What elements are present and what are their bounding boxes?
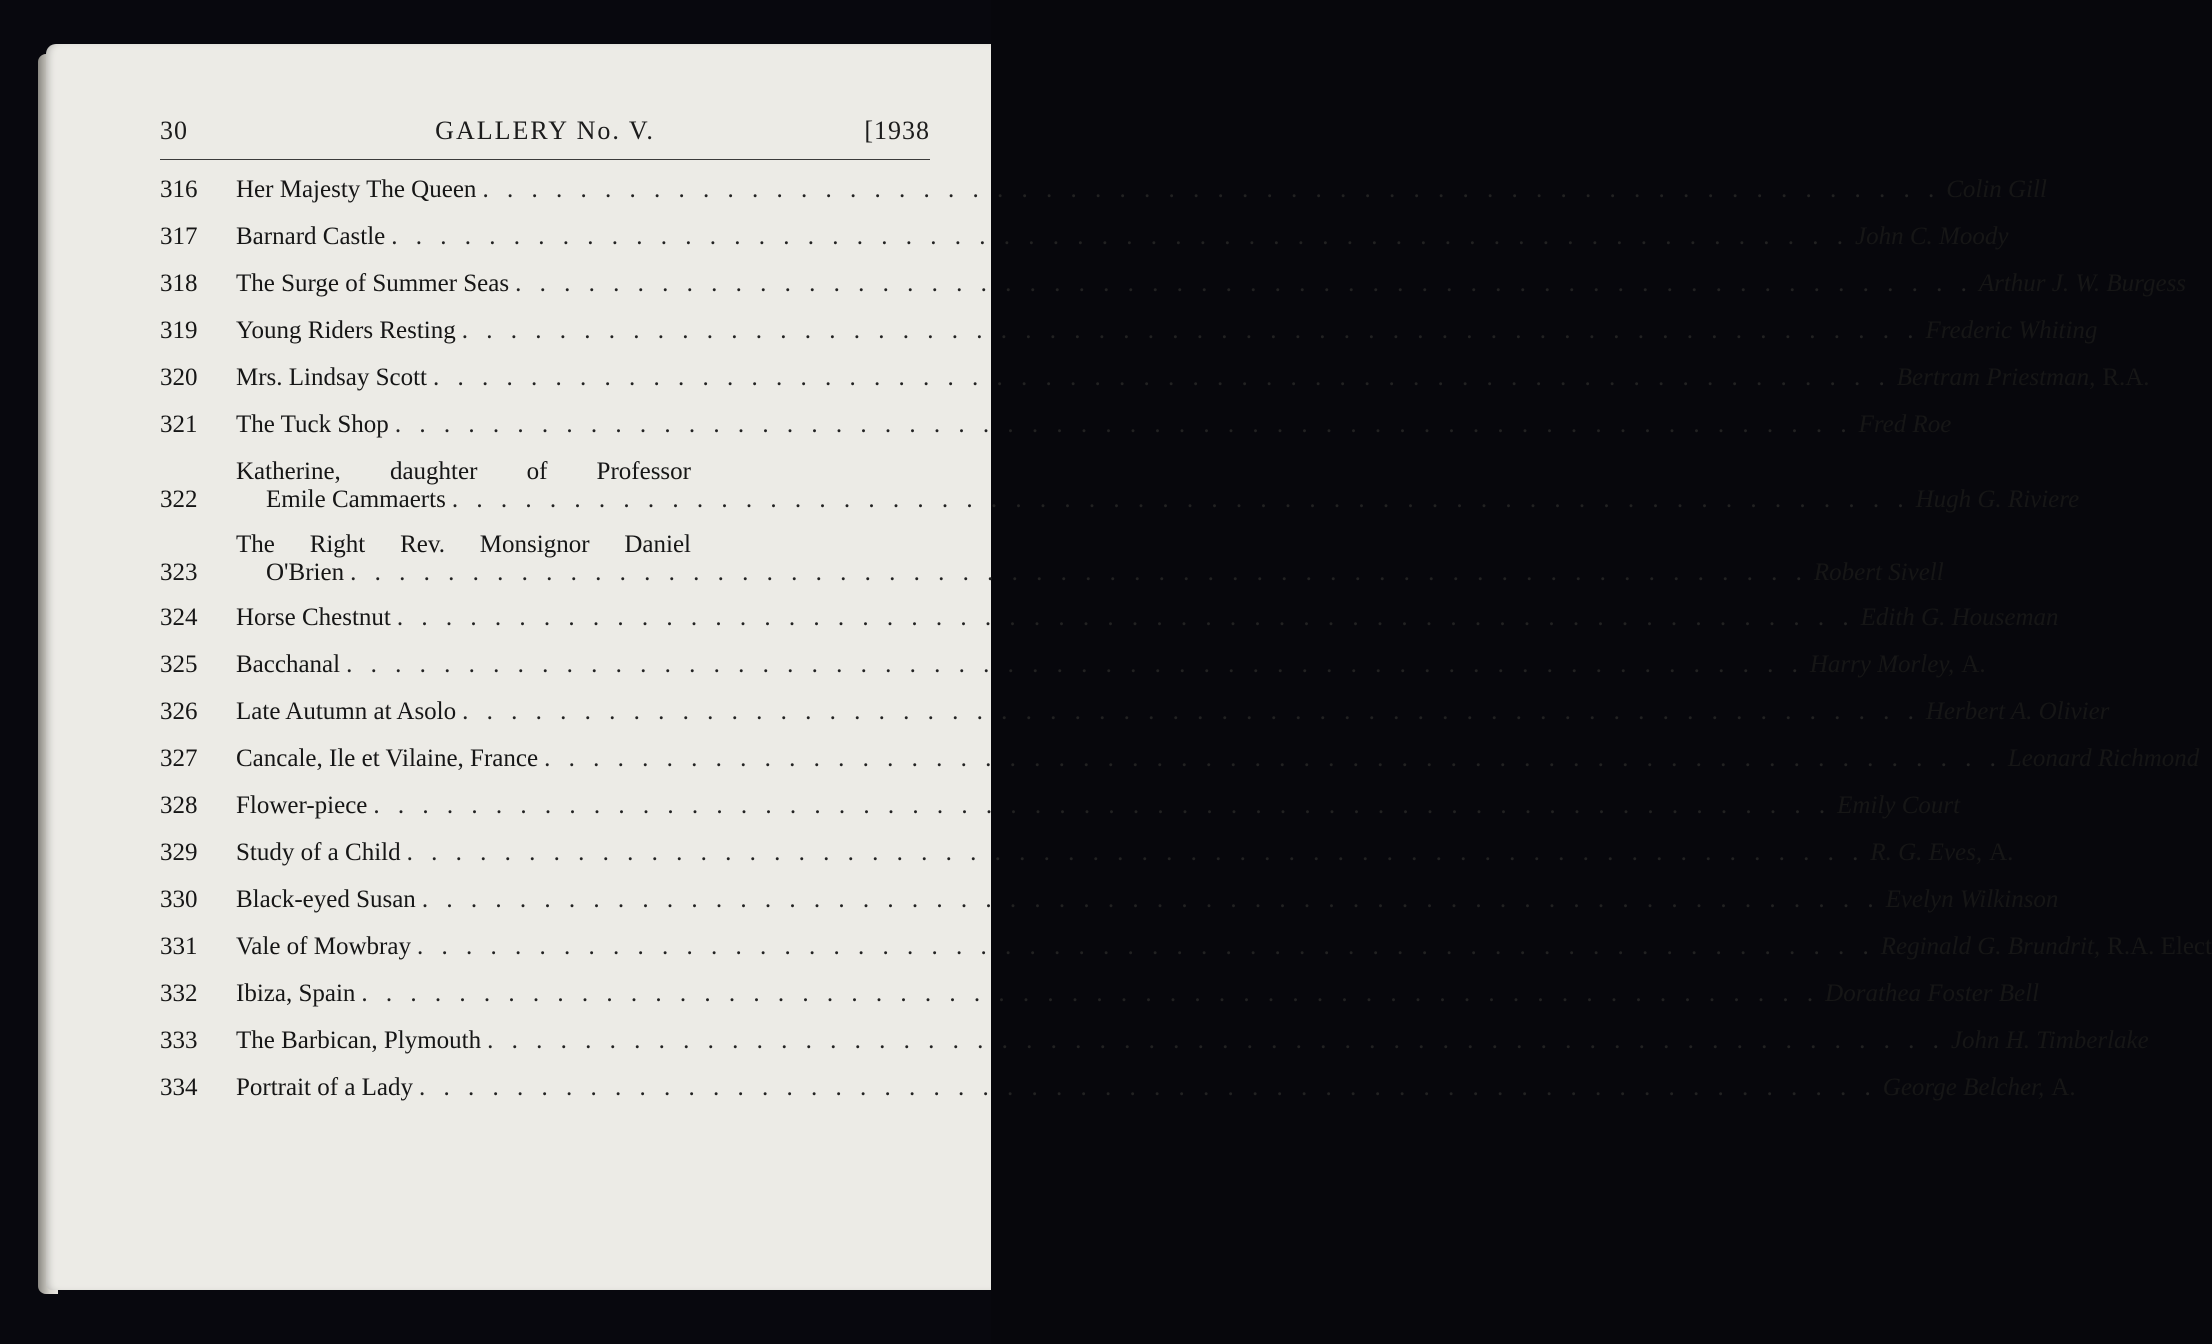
exhibit-title: Horse Chestnut	[236, 604, 391, 631]
exhibit-title: Late Autumn at Asolo	[236, 698, 457, 725]
exhibit-entry	[160, 458, 2080, 514]
exhibit-title: Vale of Mowbray	[236, 933, 411, 960]
exhibit-number: 320	[160, 364, 198, 391]
dot-leader: . . . . . . . . . . . . . . . . . . . . . . . . . . . . . . . . . . . . . . . . . . . . . . . . . . . . . . . . . . . .	[432, 364, 1891, 391]
gallery-title: GALLERY No. V.	[435, 116, 655, 145]
exhibit-number: 332	[160, 980, 198, 1007]
exhibit-entry	[160, 792, 1961, 820]
dot-leader: . . . . . . . . . . . . . . . . . . . . . . . . . . . . . . . . . . . . . . . . . . . . . . . . . . . . . . . . . . . .	[482, 176, 1941, 203]
exhibit-entry	[160, 604, 2059, 632]
artist-name: John H. Timberlake	[1950, 1027, 2149, 1054]
artist-distinction: A.	[1989, 839, 2014, 866]
exhibit-number: 329	[160, 839, 198, 866]
dot-leader: . . . . . . . . . . . . . . . . . . . . . . . . . . . . . . . . . . . . . . . . . . . . . . . . . . . . . . . . . . . .	[421, 886, 1880, 913]
dot-leader: . . . . . . . . . . . . . . . . . . . . . . . . . . . . . . . . . . . . . . . . . . . . . . . . . . . . . . . . . . . .	[419, 1074, 1877, 1101]
exhibit-entry	[160, 980, 2040, 1008]
exhibit-number: 326	[160, 698, 198, 725]
artist-name: Edith G. Houseman	[1860, 604, 2059, 631]
artist-name: George Belcher,	[1882, 1074, 2045, 1101]
dot-leader: . . . . . . . . . . . . . . . . . . . . . . . . . . . . . . . . . . . . . . . . . . . . . . . . . . . . . . . . . . . .	[462, 698, 1920, 725]
artist-name: Leonard Richmond	[2007, 745, 2200, 772]
exhibit-number: 322	[160, 486, 198, 513]
dot-leader: . . . . . . . . . . . . . . . . . . . . . . . . . . . . . . . . . . . . . . . . . . . . . . . . . . . . . . . . . . . .	[394, 411, 1853, 438]
dot-leader: . . . . . . . . . . . . . . . . . . . . . . . . . . . . . . . . . . . . . . . . . . . . . . . . . . . . . . . . . . . .	[461, 317, 1920, 344]
exhibit-number: 325	[160, 651, 198, 678]
artist-distinction: R.A.	[2102, 364, 2150, 391]
exhibit-entry	[160, 839, 2014, 867]
exhibit-entry	[160, 317, 2098, 345]
dot-leader: . . . . . . . . . . . . . . . . . . . . . . . . . . . . . . . . . . . . . . . . . . . . . . . . . . . . . . . . . . . .	[406, 839, 1865, 866]
dot-leader: . . . . . . . . . . . . . . . . . . . . . . . . . . . . . . . . . . . . . . . . . . . . . . . . . . . . . . . . . . . .	[515, 270, 1973, 297]
exhibit-title-line1: The Right Rev. Monsignor Daniel	[236, 531, 691, 558]
exhibit-entry	[160, 531, 1944, 587]
exhibit-title-line2: O'Brien	[266, 559, 345, 586]
dot-leader: . . . . . . . . . . . . . . . . . . . . . . . . . . . . . . . . . . . . . . . . . . . . . . . . . . . . . . . . . . . .	[487, 1027, 1945, 1054]
exhibit-entry	[160, 411, 1952, 439]
dot-leader: . . . . . . . . . . . . . . . . . . . . . . . . . . . . . . . . . . . . . . . . . . . . . . . . . . . . . . . . . . . .	[396, 604, 1855, 631]
artist-name: Frederic Whiting	[1925, 317, 2098, 344]
exhibit-title: The Barbican, Plymouth	[236, 1027, 482, 1054]
artist-distinction: R.A. Elect	[2107, 933, 2212, 960]
dot-leader: . . . . . . . . . . . . . . . . . . . . . . . . . . . . . . . . . . . . . . . . . . . . . . . . . . . . . . . . . . . .	[361, 980, 1820, 1007]
dot-leader: . . . . . . . . . . . . . . . . . . . . . . . . . . . . . . . . . . . . . . . . . . . . . . . . . . . . . . . . . . . .	[451, 486, 1910, 513]
exhibit-entry	[160, 176, 2047, 204]
exhibit-entry	[160, 886, 2059, 914]
exhibit-title: Ibiza, Spain	[236, 980, 356, 1007]
page-number: 30	[160, 116, 188, 145]
exhibit-title: Young Riders Resting	[236, 317, 456, 344]
artist-name: R. G. Eves,	[1870, 839, 1983, 866]
exhibit-title: Flower-piece	[236, 792, 368, 819]
exhibit-entry	[160, 223, 2009, 251]
artist-name: Colin Gill	[1946, 176, 2047, 203]
artist-distinction: A.	[1961, 651, 1986, 678]
artist-name: Robert Sivell	[1813, 559, 1944, 586]
exhibit-title: The Tuck Shop	[236, 411, 389, 438]
exhibit-title-line1: Katherine, daughter of Professor	[236, 458, 691, 485]
exhibit-number: 333	[160, 1027, 198, 1054]
exhibit-title: Bacchanal	[236, 651, 341, 678]
exhibit-entry	[160, 1027, 2149, 1055]
artist-name: Hugh G. Riviere	[1915, 486, 2080, 513]
exhibit-number: 327	[160, 745, 198, 772]
exhibit-entry	[160, 1074, 2076, 1102]
dot-leader: . . . . . . . . . . . . . . . . . . . . . . . . . . . . . . . . . . . . . . . . . . . . . . . . . . . . . . . . . . . .	[350, 559, 1808, 586]
exhibit-entry	[160, 270, 2187, 298]
artist-distinction: A.	[2051, 1074, 2076, 1101]
exhibit-number: 334	[160, 1074, 198, 1101]
exhibit-number: 324	[160, 604, 198, 631]
header-rule	[160, 159, 930, 160]
exhibit-number: 318	[160, 270, 198, 297]
dot-leader: . . . . . . . . . . . . . . . . . . . . . . . . . . . . . . . . . . . . . . . . . . . . . . . . . . . . . . . . . . . .	[391, 223, 1850, 250]
exhibit-number: 323	[160, 559, 198, 586]
exhibit-title: Cancale, Ile et Vilaine, France	[236, 745, 539, 772]
artist-name: John C. Moody	[1855, 223, 2009, 250]
exhibit-title: Study of a Child	[236, 839, 401, 866]
artist-name: Herbert A. Olivier	[1925, 698, 2110, 725]
artist-name: Reginald G. Brundrit,	[1880, 933, 2101, 960]
exhibit-number: 330	[160, 886, 198, 913]
artist-name: Fred Roe	[1858, 411, 1952, 438]
exhibit-title: Black-eyed Susan	[236, 886, 416, 913]
exhibit-title-line2: Emile Cammaerts	[266, 486, 446, 513]
artist-name: Harry Morley,	[1809, 651, 1955, 678]
exhibit-entry	[160, 745, 2200, 773]
artist-name: Evelyn Wilkinson	[1885, 886, 2059, 913]
exhibit-number: 328	[160, 792, 198, 819]
exhibit-entry	[160, 364, 2150, 392]
dot-leader: . . . . . . . . . . . . . . . . . . . . . . . . . . . . . . . . . . . . . . . . . . . . . . . . . . . . . . . . . . . .	[373, 792, 1832, 819]
exhibit-title: Her Majesty The Queen	[236, 176, 477, 203]
exhibit-number: 321	[160, 411, 198, 438]
exhibit-entry	[160, 933, 2212, 961]
exhibit-number: 317	[160, 223, 198, 250]
exhibit-entry	[160, 698, 2110, 726]
exhibit-entry	[160, 651, 1986, 679]
artist-name: Arthur J. W. Burgess	[1978, 270, 2187, 297]
exhibit-list	[160, 176, 2212, 1121]
exhibit-number: 316	[160, 176, 198, 203]
catalogue-year: [1938	[864, 116, 930, 145]
artist-name: Emily Court	[1837, 792, 1961, 819]
artist-name: Bertram Priestman,	[1896, 364, 2096, 391]
exhibit-title: Barnard Castle	[236, 223, 386, 250]
running-header	[160, 112, 930, 152]
dot-leader: . . . . . . . . . . . . . . . . . . . . . . . . . . . . . . . . . . . . . . . . . . . . . . . . . . . . . . . . . . . .	[544, 745, 2002, 772]
exhibit-title: Portrait of a Lady	[236, 1074, 414, 1101]
exhibit-number: 319	[160, 317, 198, 344]
dot-leader: . . . . . . . . . . . . . . . . . . . . . . . . . . . . . . . . . . . . . . . . . . . . . . . . . . . . . . . . . . . .	[416, 933, 1875, 960]
dot-leader: . . . . . . . . . . . . . . . . . . . . . . . . . . . . . . . . . . . . . . . . . . . . . . . . . . . . . . . . . . . .	[346, 651, 1804, 678]
artist-name: Dorathea Foster Bell	[1825, 980, 2040, 1007]
exhibit-title: Mrs. Lindsay Scott	[236, 364, 427, 391]
exhibit-title: The Surge of Summer Seas	[236, 270, 510, 297]
exhibit-number: 331	[160, 933, 198, 960]
